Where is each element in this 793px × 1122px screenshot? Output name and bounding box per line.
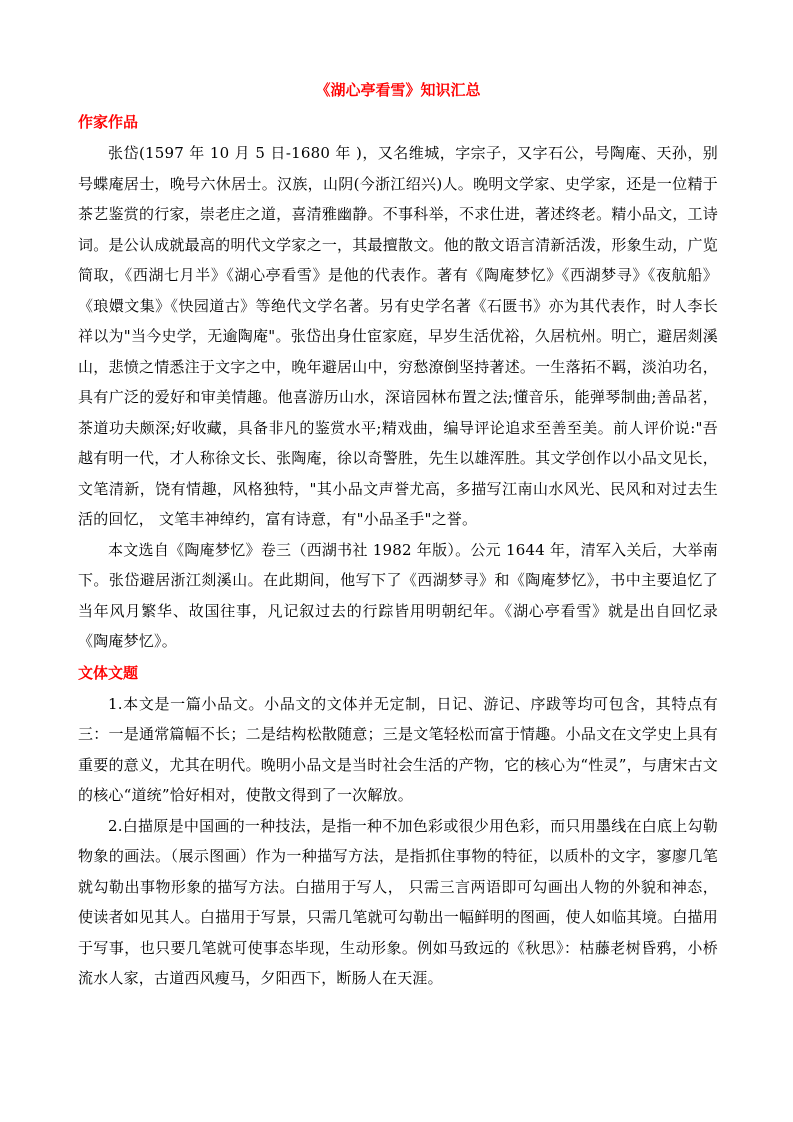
paragraph-line-drawing: 2.白描原是中国画的一种技法，是指一种不加色彩或很少用色彩，而只用墨线在白底上勾勒物象的画法。（展示图画）作为一种描写方法，是指抓住事物的特征，以质朴的文字，寥廖几笔就勾勒出事物形象的描写方法。白描用于写人， 只需三言两语即可勾画出人物的外貌和神态，使读者如见其人。白描用于写景，只需几笔就可勾勒出一幅鲜明的图画，使人如临其境。白描用于写事，也只要几笔就可使事态毕现，生动形象。例如马致远的《秋思》：枯藤老树昏鸦，小桥流水人家，古道西风瘦马，夕阳西下，断肠人在天涯。 bbox=[78, 816, 718, 987]
paragraph-text-source: 本文选自《陶庵梦忆》卷三（西湖书社 1982 年版）。公元 1644 年，清军入关后，大举南下。张岱避居浙江剡溪山。在此期间，他写下了《西湖梦寻》和《陶庵梦忆》，书中主要追忆了当年风月繁华、故国往事，凡记叙过去的行踪皆用明朝纪年。《湖心亭看雪》就是出自回忆录《陶庵梦忆》。 bbox=[78, 540, 718, 650]
section-heading-genre-title: 文体文题 bbox=[78, 663, 139, 682]
document-page bbox=[78, 78, 718, 994]
paragraph-author-bio: 张岱(1597 年 10 月 5 日-1680 年 )，又名维城，字宗子，又字石公，号陶庵、天孙，别号蝶庵居士，晚号六休居士。汉族，山阴(今浙江绍兴)人。晚明文学家、史学家，还是一位精于茶艺鉴赏的行家，崇老庄之道，喜清雅幽静。不事科举，不求仕进，著述终老。精小品文，工诗词。是公认成就最高的明代文学家之一，其最擅散文。他的散文语言清新活泼，形象生动，广览简取，《西湖七月半》《湖心亭看雪》是他的代表作。著有《陶庵梦忆》《西湖梦寻》《夜航船》《琅嬛文集》《快园道古》等绝代文学名著。另有史学名著《石匮书》亦为其代表作，时人李长祥以为"当今史学，无逾陶庵"。张岱出身仕宦家庭，早岁生活优裕，久居杭州。明亡，避居剡溪山，悲愤之情悉注于文字之中，晚年避居山中，穷愁潦倒坚持著述。一生落拓不羁，淡泊功名，具有广泛的爱好和审美情趣。他喜游历山水，深谙园林布置之法;懂音乐，能弹琴制曲;善品茗，茶道功夫颇深;好收藏，具备非凡的鉴赏水平;精戏曲，编导评论追求至善至美。前人评价说:"吾越有明一代，才人称徐文长、张陶庵，徐以奇警胜，先生以雄浑胜。其文学创作以小品文见长，文笔清新，饶有情趣，风格独特，"其小品文声誉尤高，多描写江南山水风光、民风和对过去生活的回忆， 文笔丰神绰约，富有诗意，有"小品圣手"之誉。 bbox=[78, 144, 718, 528]
document-title: 《湖心亭看雪》知识汇总 bbox=[315, 81, 481, 99]
paragraph-genre-essay: 1.本文是一篇小品文。小品文的文体并无定制，日记、游记、序跋等均可包含，其特点有三：一是通常篇幅不长；二是结构松散随意；三是文笔轻松而富于情趣。小品文在文学史上具有重要的意义，尤其在明代。晚明小品文是当时社会生活的产物，它的核心为“性灵”，与唐宋古文的核心“道统”恰好相对，使散文得到了一次解放。 bbox=[78, 694, 718, 804]
section-heading-author-works: 作家作品 bbox=[78, 113, 139, 131]
